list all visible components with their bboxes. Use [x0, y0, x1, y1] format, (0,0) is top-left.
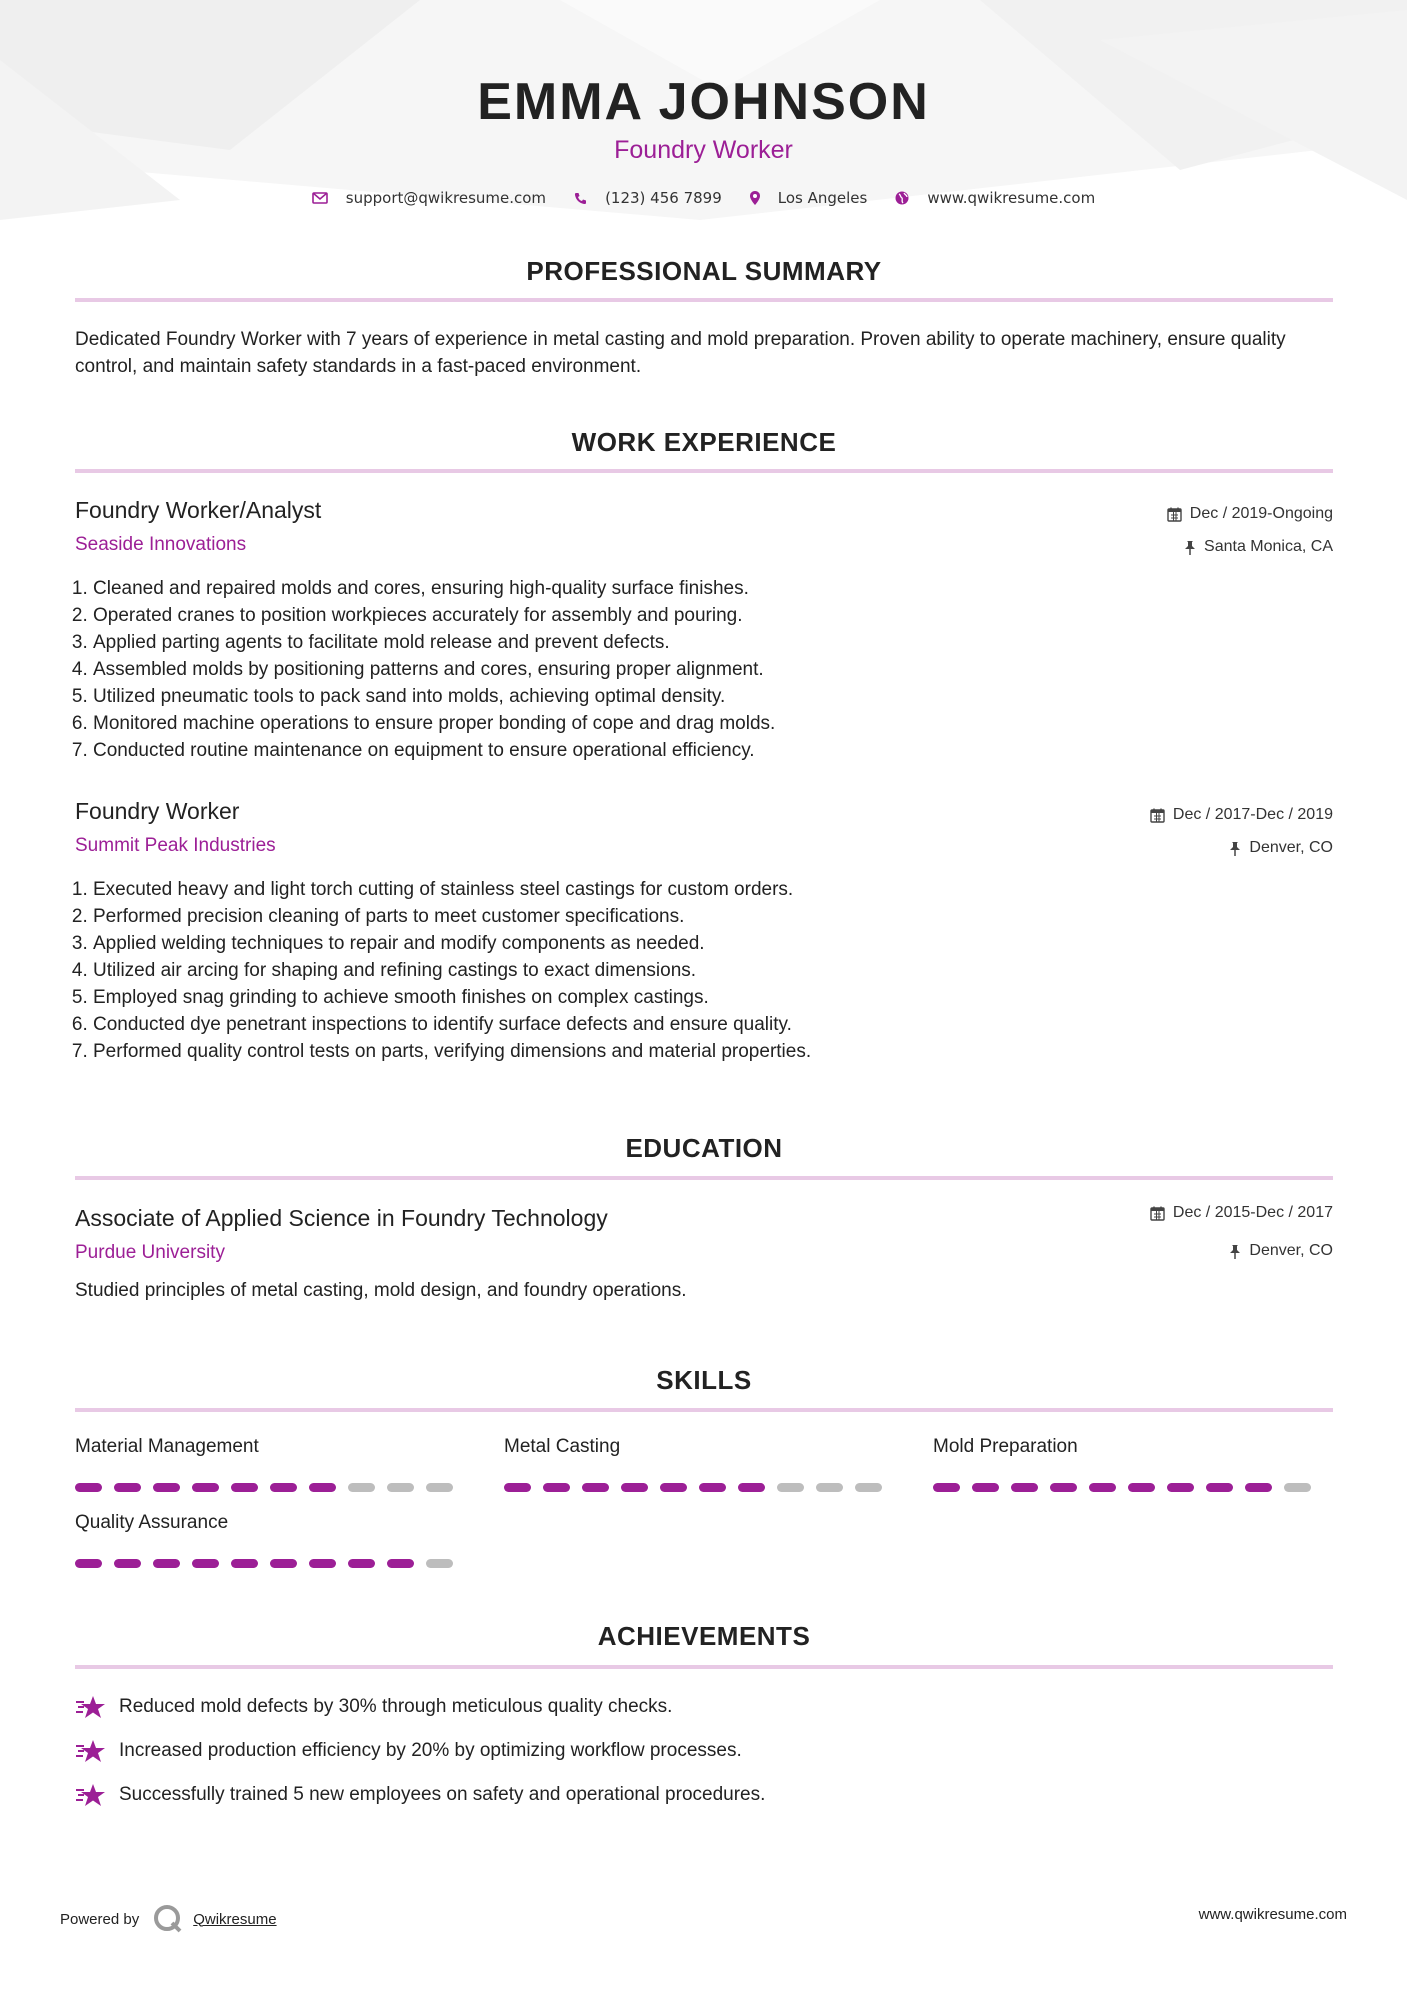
calendar-icon: [1167, 507, 1182, 522]
education-dates-text: Dec / 2015-Dec / 2017: [1172, 1204, 1333, 1221]
skill-dot-filled: [504, 1483, 531, 1492]
skill-name: Mold Preparation: [933, 1436, 1078, 1457]
skill-dot-filled: [660, 1483, 687, 1492]
star-icon: [75, 1738, 107, 1764]
skill-dot-filled: [1089, 1483, 1116, 1492]
skill-name: Material Management: [75, 1436, 259, 1457]
skill-dot-filled: [933, 1483, 960, 1492]
contact-phone[interactable]: [574, 189, 722, 207]
job-location: [1184, 538, 1333, 556]
education-location: [1229, 1242, 1333, 1260]
achievement-text: Successfully trained 5 new employees on safety and operational procedures.: [119, 1784, 766, 1805]
skill-dot-filled: [1245, 1483, 1272, 1492]
skill-dot-filled: [1128, 1483, 1155, 1492]
achievement-text: Increased production efficiency by 20% by optimizing workflow processes.: [119, 1740, 742, 1761]
job-location-text: Denver, CO: [1249, 839, 1333, 856]
job-company: Seaside Innovations: [75, 534, 247, 555]
skill-dot-filled: [114, 1559, 141, 1568]
skill-dot-filled: [543, 1483, 570, 1492]
candidate-name: EMMA JOHNSON: [477, 73, 930, 131]
achievements-divider: [75, 1665, 1333, 1669]
education-dates: [1150, 1204, 1333, 1222]
achievements-heading: ACHIEVEMENTS: [597, 1621, 811, 1651]
skill-dot-filled: [738, 1483, 765, 1492]
star-icon: [75, 1694, 107, 1720]
skill-dot-empty: [426, 1483, 453, 1492]
job-dates-text: Dec / 2019-Ongoing: [1189, 505, 1333, 522]
education-description: Studied principles of metal casting, mold design, and foundry operations.: [75, 1280, 687, 1301]
contact-location-text: Los Angeles: [777, 189, 868, 207]
list-item: 3. Applied welding techniques to repair and modify components as needed.: [93, 930, 811, 957]
skill-dot-filled: [1050, 1483, 1077, 1492]
qwikresume-link[interactable]: Qwikresume: [193, 1910, 277, 1928]
star-icon: [75, 1782, 107, 1808]
job-dates: [1167, 505, 1333, 523]
job-location: [1229, 839, 1333, 857]
achievement-item: [75, 1738, 742, 1764]
skill-dot-filled: [309, 1483, 336, 1492]
envelope-icon: [312, 192, 328, 204]
skill-dot-filled: [114, 1483, 141, 1492]
globe-icon: [895, 191, 909, 205]
footer-website[interactable]: www.qwikresume.com: [1198, 1906, 1347, 1923]
skill-dot-filled: [699, 1483, 726, 1492]
contact-website[interactable]: [895, 189, 1095, 207]
skill-dot-empty: [387, 1483, 414, 1492]
skill-rating: [933, 1483, 1311, 1492]
job-duties-list: [66, 575, 775, 764]
skill-dot-filled: [1011, 1483, 1038, 1492]
skill-dot-filled: [582, 1483, 609, 1492]
education-heading: EDUCATION: [625, 1133, 783, 1163]
phone-icon: [574, 192, 587, 205]
skill-dot-filled: [231, 1483, 258, 1492]
calendar-icon: [1150, 808, 1165, 823]
list-item: 1. Cleaned and repaired molds and cores, ensuring high-quality surface finishes.: [93, 575, 775, 602]
powered-by-label: Powered by: [60, 1910, 140, 1928]
summary-divider: [75, 298, 1333, 302]
education-degree: Associate of Applied Science in Foundry Technology: [75, 1205, 608, 1231]
job-company: Summit Peak Industries: [75, 835, 276, 856]
achievement-text: Reduced mold defects by 30% through meticulous quality checks.: [119, 1696, 673, 1717]
map-pin-icon: [750, 191, 760, 205]
list-item: 5. Employed snag grinding to achieve smooth finishes on complex castings.: [93, 984, 811, 1011]
achievement-item: [75, 1694, 672, 1720]
experience-divider: [75, 469, 1333, 473]
skill-dot-filled: [348, 1559, 375, 1568]
calendar-icon: [1150, 1206, 1165, 1221]
pushpin-icon: [1229, 841, 1241, 856]
list-item: 4. Assembled molds by positioning patterns and cores, ensuring proper alignment.: [93, 656, 775, 683]
skill-dot-empty: [348, 1483, 375, 1492]
contact-email[interactable]: [312, 189, 546, 207]
skill-rating: [75, 1559, 453, 1568]
contact-bar: [0, 189, 1407, 207]
skill-dot-empty: [1284, 1483, 1311, 1492]
pushpin-icon: [1229, 1244, 1241, 1259]
skill-dot-filled: [270, 1559, 297, 1568]
skill-dot-empty: [426, 1559, 453, 1568]
contact-website-text: www.qwikresume.com: [927, 189, 1096, 207]
skill-dot-filled: [231, 1559, 258, 1568]
candidate-title: Foundry Worker: [614, 136, 793, 164]
skill-dot-empty: [855, 1483, 882, 1492]
education-school: Purdue University: [75, 1242, 225, 1263]
footer-powered-by: [60, 1904, 277, 1934]
list-item: 2. Performed precision cleaning of parts to meet customer specifications.: [93, 903, 811, 930]
skill-dot-filled: [387, 1559, 414, 1568]
job-location-text: Santa Monica, CA: [1204, 538, 1333, 555]
job-title: Foundry Worker/Analyst: [75, 497, 322, 523]
list-item: 1. Executed heavy and light torch cutting of stainless steel castings for custom orders.: [93, 876, 811, 903]
job-dates: [1150, 806, 1333, 824]
list-item: 6. Conducted dye penetrant inspections to identify surface defects and ensure quality.: [93, 1011, 811, 1038]
skill-dot-filled: [270, 1483, 297, 1492]
list-item: 2. Operated cranes to position workpieces accurately for assembly and pouring.: [93, 602, 775, 629]
skill-dot-empty: [816, 1483, 843, 1492]
list-item: 7. Conducted routine maintenance on equipment to ensure operational efficiency.: [93, 737, 775, 764]
skill-dot-filled: [153, 1559, 180, 1568]
skill-dot-filled: [192, 1483, 219, 1492]
skills-divider: [75, 1408, 1333, 1412]
education-location-text: Denver, CO: [1249, 1242, 1333, 1259]
skill-name: Metal Casting: [504, 1436, 621, 1457]
list-item: 7. Performed quality control tests on parts, verifying dimensions and material properties.: [93, 1038, 811, 1065]
skill-rating: [504, 1483, 882, 1492]
skill-dot-filled: [192, 1559, 219, 1568]
list-item: 3. Applied parting agents to facilitate mold release and prevent defects.: [93, 629, 775, 656]
pushpin-icon: [1184, 540, 1196, 555]
list-item: 6. Monitored machine operations to ensure proper bonding of cope and drag molds.: [93, 710, 775, 737]
job-title: Foundry Worker: [75, 798, 240, 824]
contact-location: [750, 189, 868, 207]
achievement-item: [75, 1782, 765, 1808]
summary-heading: PROFESSIONAL SUMMARY: [526, 256, 882, 286]
skill-rating: [75, 1483, 453, 1492]
experience-heading: WORK EXPERIENCE: [571, 427, 837, 457]
list-item: 4. Utilized air arcing for shaping and refining castings to exact dimensions.: [93, 957, 811, 984]
skill-dot-filled: [75, 1483, 102, 1492]
job-dates-text: Dec / 2017-Dec / 2019: [1172, 806, 1333, 823]
summary-text: Dedicated Foundry Worker with 7 years of experience in metal casting and mold preparation. Proven ability to operate machinery, ensure quality control, and maintain safety standards in a fast-paced environment.: [75, 329, 1286, 377]
skill-dot-filled: [1206, 1483, 1233, 1492]
skill-name: Quality Assurance: [75, 1512, 229, 1533]
job-duties-list: [66, 876, 811, 1065]
skill-dot-filled: [972, 1483, 999, 1492]
education-divider: [75, 1176, 1333, 1180]
skills-heading: SKILLS: [656, 1365, 752, 1395]
qwikresume-logo-icon: [153, 1904, 183, 1934]
skill-dot-filled: [75, 1559, 102, 1568]
skill-dot-empty: [777, 1483, 804, 1492]
skill-dot-filled: [621, 1483, 648, 1492]
list-item: 5. Utilized pneumatic tools to pack sand into molds, achieving optimal density.: [93, 683, 775, 710]
skill-dot-filled: [153, 1483, 180, 1492]
contact-email-text: support@qwikresume.com: [345, 189, 547, 207]
skill-dot-filled: [1167, 1483, 1194, 1492]
contact-phone-text: (123) 456 7899: [605, 189, 722, 207]
skill-dot-filled: [309, 1559, 336, 1568]
